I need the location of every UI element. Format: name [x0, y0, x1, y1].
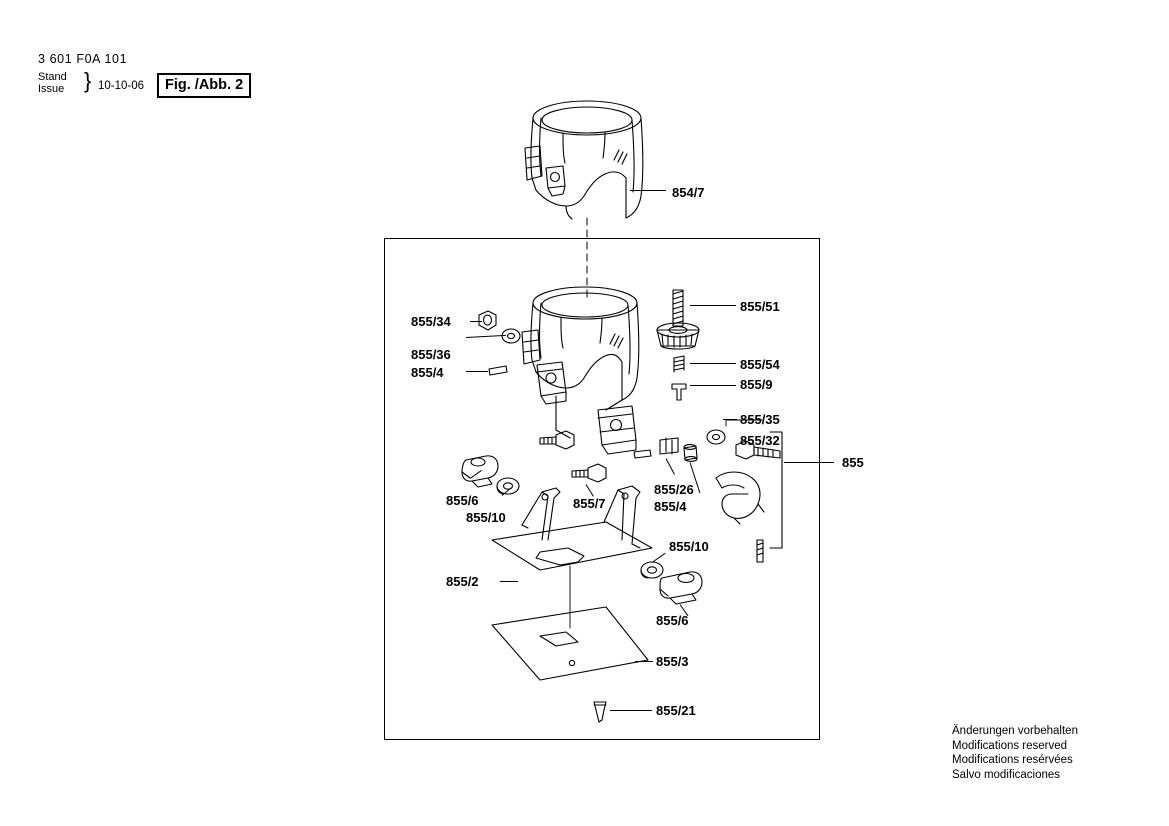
- legal-line-en: Modifications reserved: [952, 739, 1068, 752]
- part-855-hook-lever: [716, 472, 764, 524]
- leader-855-21: [610, 710, 652, 711]
- part-855-9-screw: [672, 384, 686, 400]
- part-855-4-pin-upper: [489, 366, 507, 375]
- part-855-pin-small: [757, 540, 763, 562]
- legal-line-de: Änderungen vorbehalten: [952, 725, 1078, 737]
- part-855-2-base-plate: [492, 486, 652, 570]
- callout-855-9: 855/9: [740, 377, 773, 392]
- callout-855-36: 855/36: [411, 347, 451, 362]
- callout-855-10-right: 855/10: [669, 539, 709, 554]
- callout-855-26: 855/26: [654, 482, 694, 497]
- callout-855-6-right: 855/6: [656, 613, 689, 628]
- callout-855-35: 855/35: [740, 412, 780, 427]
- callout-855-3: 855/3: [656, 654, 689, 669]
- leader-855-3: [635, 661, 653, 662]
- stand-label: Stand: [38, 71, 67, 83]
- callout-855-2: 855/2: [446, 574, 479, 589]
- part-855-51-knob-screw: [657, 290, 699, 349]
- issue-label: Issue: [38, 82, 65, 95]
- part-855-4-pin-lower: [684, 445, 697, 462]
- figure-badge: Fig. /Abb. 2: [157, 73, 251, 98]
- part-855-21-screw: [594, 702, 606, 722]
- callout-855-34: 855/34: [411, 314, 451, 329]
- leader-855-4-upper: [466, 371, 488, 372]
- callout-855-32: 855/32: [740, 433, 780, 448]
- callout-855-21: 855/21: [656, 703, 696, 718]
- part-855-10-washer-right: [641, 562, 663, 578]
- callout-855: 855: [842, 455, 864, 470]
- callout-855-51: 855/51: [740, 299, 780, 314]
- callout-854-7: 854/7: [672, 185, 705, 200]
- part-855-54-spring: [674, 356, 684, 372]
- part-855-26-spring: [660, 438, 678, 454]
- leader-854-7: [630, 190, 666, 191]
- callout-855-4-lower: 855/4: [654, 499, 687, 514]
- part-number: 3 601 F0A 101: [38, 52, 128, 66]
- leader-855-9: [690, 385, 736, 386]
- part-855-35-washer: [707, 430, 725, 444]
- brace-glyph: }: [84, 68, 92, 93]
- part-854-7-shell: [525, 101, 643, 219]
- leader-855-2: [500, 581, 518, 582]
- callout-855-4-upper: 855/4: [411, 365, 444, 380]
- callout-855-10-left: 855/10: [466, 510, 506, 525]
- leader-855-34: [470, 321, 482, 322]
- legal-line-fr: Modifications resérvées: [952, 754, 1073, 766]
- leader-855: [784, 462, 834, 463]
- part-855-6-lever-right: [660, 572, 702, 604]
- part-855-main-clamp-body: [522, 287, 639, 454]
- part-855-10-washer-left: [497, 478, 519, 494]
- callout-855-7: 855/7: [573, 496, 606, 511]
- part-855-7-screws: [540, 431, 606, 482]
- callout-855-54: 855/54: [740, 357, 780, 372]
- callout-855-6-left: 855/6: [446, 493, 479, 508]
- issue-date: 10-10-06: [98, 80, 145, 92]
- leader-855-35: [723, 419, 737, 420]
- legal-line-es: Salvo modificaciones: [952, 768, 1061, 781]
- leader-855-54: [690, 363, 736, 364]
- leader-855-51: [690, 305, 736, 306]
- part-855-36-washer: [502, 329, 520, 343]
- part-855-4-pin-flat: [634, 450, 651, 458]
